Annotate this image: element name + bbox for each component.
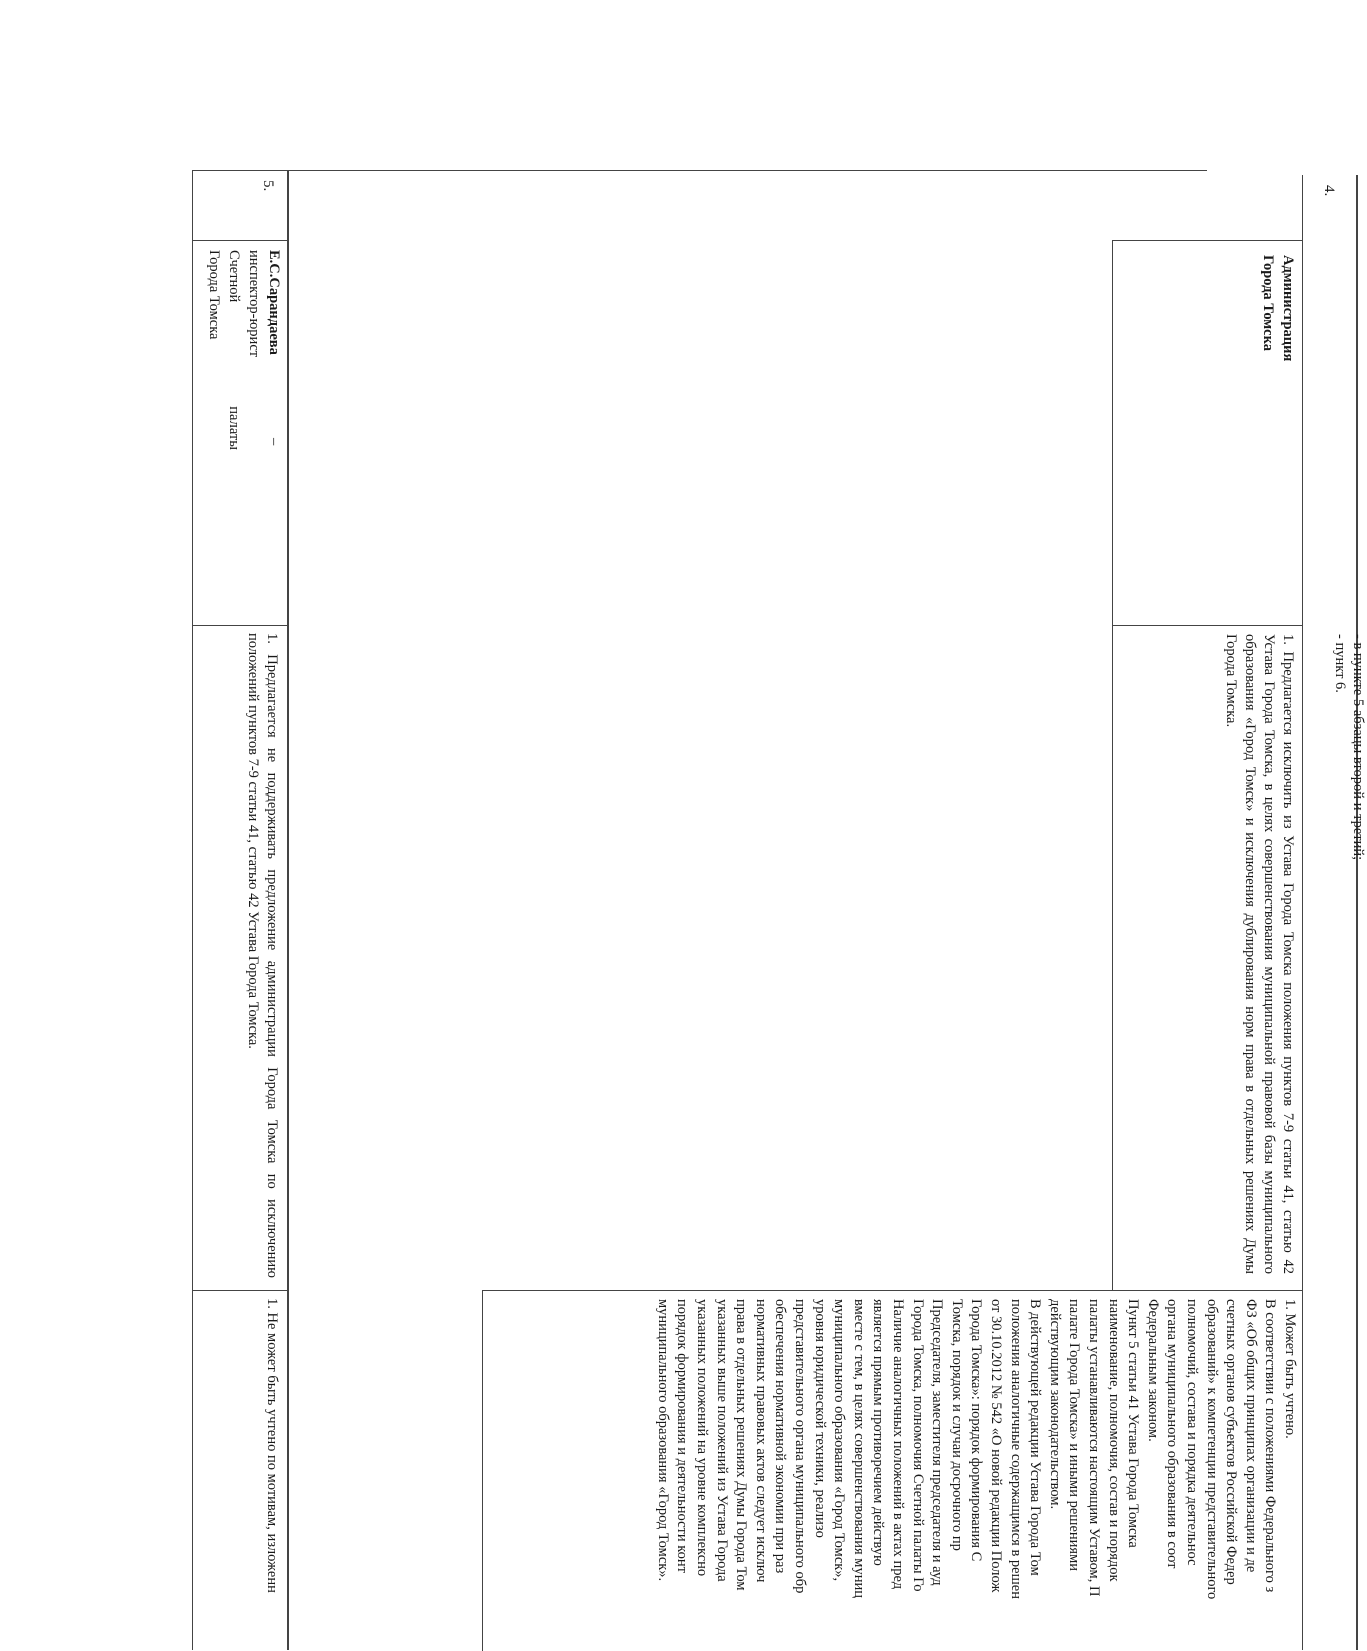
row4-result-line: образований» к компетенции представительного — [1203, 1299, 1220, 1600]
row4-author-line2: Города Томска — [1260, 255, 1276, 351]
row4-result-line: палате Города Томска» и иными решениями — [1066, 1299, 1083, 1572]
row4-result-line: Томска, порядок и случаи досрочного пр — [948, 1299, 965, 1551]
row4-result-line: В соответствии с положениями Федерального з — [1262, 1299, 1279, 1593]
row4-result-line: Федеральным законом. — [1144, 1299, 1161, 1442]
row4-result-line: органа муниципального образования в соот — [1164, 1299, 1181, 1569]
row4-result-line: муниципального образования «Город Томск», — [831, 1299, 848, 1582]
row4-result-line: нормативных правовых актов следует исключ — [752, 1299, 769, 1583]
row4-result-line: указанных выше положений из Устава Города — [713, 1299, 730, 1582]
rotated-table — [192, 175, 1366, 1650]
row5-number-text: 5. — [260, 180, 276, 192]
row5-author-role-2b: палаты — [226, 406, 242, 450]
row4-result-line: обеспечения нормативной экономии при раз — [772, 1299, 789, 1574]
row4-result-line: положения аналогичные содержащимся в решен — [1007, 1299, 1024, 1599]
row4-result-line: порядок формирования и деятельности конт — [674, 1299, 691, 1573]
row4-number: 4. — [1321, 185, 1337, 197]
row4-prev-continuation-2: - пункт 6. — [1332, 634, 1348, 693]
row5-number — [192, 170, 287, 241]
row4-result-line: счетных органов субъектов Российской Федер — [1223, 1299, 1240, 1585]
row4-result-line: Наличие аналогичных положений в актах пред — [890, 1299, 906, 1590]
row5-result-cell — [192, 1290, 287, 1650]
row4-result-line: наименование, полномочия, состав и порядок — [1105, 1299, 1122, 1582]
row4-row5-separator — [287, 170, 483, 1650]
row4-result-line: действующим законодательством. — [1046, 1299, 1063, 1510]
row5-author-dash: – — [266, 438, 282, 446]
row5-number-cell — [1302, 170, 1357, 171]
row4-result-line: уровня юридической техники, реализо — [811, 1299, 828, 1538]
row4-result-line: полномочий, состава и порядка деятельнос — [1184, 1299, 1200, 1566]
row4-proposal-text: 1. Предлагается исключить из Устава Города Томска положения пунктов 7-9 статьи 41, статью 42 Устава Города Томска, в целях совершенствования муниципальной правовой базы муниципального образования «Город Томск» и исключения дублирования норм права в отдельных решениях Думы Города Томска. — [1223, 634, 1296, 1274]
row4-result-line: Города Томска»: порядок формирования С — [968, 1299, 985, 1562]
row5-author-name: Е.С.Сарандаева — [266, 250, 282, 355]
row4-result-line: права в отдельных решениях Думы Города Том — [733, 1299, 750, 1591]
row4-author-line1: Администрация — [1280, 255, 1296, 362]
row4-result-line: 1. Может быть учтено. — [1282, 1299, 1298, 1439]
row4-result-line: Пункт 5 статьи 41 Устава Города Томска — [1125, 1299, 1142, 1548]
row5-author-role-2 — [224, 250, 243, 450]
row5-author-name-line — [264, 250, 283, 450]
row4-result-line: представительного органа муниципального обр — [792, 1299, 808, 1594]
row4-result-line: ФЗ «Об общих принципах организации и де — [1242, 1299, 1259, 1573]
row5-proposal-text: 1. Предлагается не поддерживать предложение администрации Города Томска по исключению положений пунктов 7-9 статьи 41, статью 42 Устава Города Томска. — [245, 633, 280, 1278]
row5-result-text: 1. Не может быть учтено по мотивам, изложенн — [264, 1298, 280, 1593]
row4-proposal-cell — [1112, 625, 1366, 1291]
row4-result-line: палаты устанавливаются настоящим Уставом, П — [1086, 1299, 1102, 1597]
row4-result-line: Города Томска, полномочия Счетной палаты Го — [909, 1299, 926, 1592]
row5-author-role-1: инспектор-юрист — [246, 250, 262, 358]
row4-result-line: В действующей редакции Устава Города Том — [1027, 1299, 1044, 1576]
row4-result-line: является прямым противоречием действую — [870, 1299, 887, 1566]
row4-prev-continuation-1: - в пункте 5 абзацы второй и третий; — [1350, 634, 1366, 861]
row5-author-cell — [192, 240, 287, 626]
row4-result-line: от 30.10.2012 № 542 «О новой редакции Полож — [988, 1299, 1004, 1593]
row4-author-cell — [1112, 240, 1303, 626]
row5-author-role-3: Города Томска — [206, 250, 222, 340]
row5-author-role-2a: Счетной — [226, 250, 242, 303]
row4-result-cell — [482, 1290, 1303, 1651]
row4-result-line: вместе с тем, в целях совершенствования муниц — [850, 1299, 867, 1598]
row4-result-line: Председателя, заместителя председателя и ауд — [929, 1299, 946, 1586]
row5-proposal-cell — [192, 625, 287, 1291]
row4-result-line: указанных положений на уровне комплексно — [694, 1299, 710, 1577]
row4-result-line: муниципального образования «Город Томск». — [654, 1299, 671, 1582]
